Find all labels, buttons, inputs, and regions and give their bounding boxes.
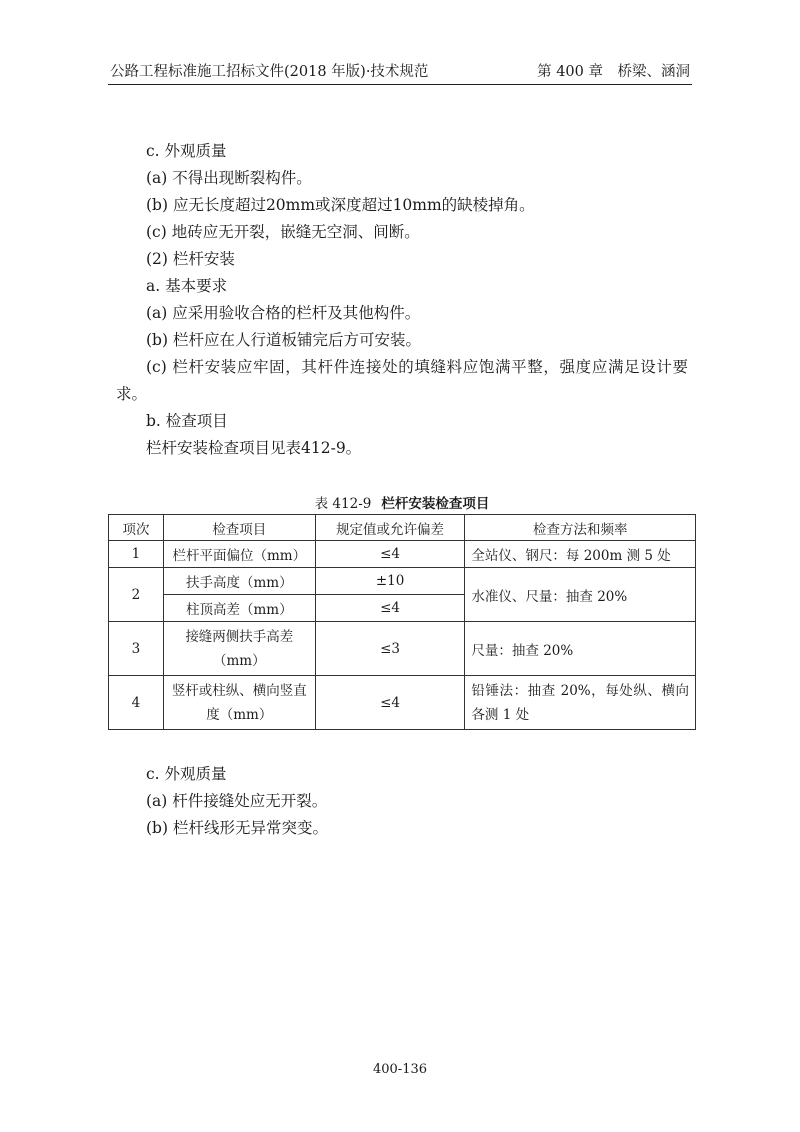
lower-text xyxy=(116,761,688,842)
table-caption-title: 栏杆安装检查项目 xyxy=(381,496,490,512)
cell-method: 尺量：抽查 20% xyxy=(465,622,696,676)
cell-no: 4 xyxy=(109,676,164,730)
text-paragraph: (c) 栏杆安装应牢固，其杆件连接处的填缝料应饱满平整，强度应满足设计要求。 xyxy=(116,358,688,403)
text-line: b. 检查项目 xyxy=(146,412,228,430)
header-doc-title: 公路工程标准施工招标文件(2018 年版)·技术规范 xyxy=(110,64,429,80)
text-line: (2) 栏杆安装 xyxy=(146,250,235,268)
text-line: (a) 不得出现断裂构件。 xyxy=(146,169,312,187)
text-line: (a) 应采用验收合格的栏杆及其他构件。 xyxy=(146,304,421,322)
cell-value: ≤4 xyxy=(315,676,465,730)
cell-no: 2 xyxy=(109,568,164,622)
text-line: (c) 地砖应无开裂，嵌缝无空洞、间断。 xyxy=(146,223,420,241)
cell-method: 水准仪、尺量：抽查 20% xyxy=(465,568,696,622)
cell-item: 柱顶高差（mm） xyxy=(163,595,315,622)
header-no: 项次 xyxy=(109,515,164,541)
cell-value: ≤4 xyxy=(315,595,465,622)
table-row xyxy=(109,568,696,595)
header-method: 检查方法和频率 xyxy=(465,515,696,541)
header-chapter: 第 400 章 桥梁、涵洞 xyxy=(537,64,690,80)
text-line: (b) 栏杆应在人行道板铺完后方可安装。 xyxy=(146,331,421,349)
text-line: c. 外观质量 xyxy=(146,142,227,160)
text-line: c. 外观质量 xyxy=(146,765,227,783)
page-header xyxy=(108,56,692,85)
cell-item: 栏杆平面偏位（mm） xyxy=(163,541,315,568)
header-value: 规定值或允许偏差 xyxy=(315,515,465,541)
table-row xyxy=(109,622,696,676)
cell-item: 竖杆或柱纵、横向竖直度（mm） xyxy=(163,676,315,730)
table-header-row xyxy=(109,515,696,541)
table-row xyxy=(109,676,696,730)
text-line: (b) 栏杆线形无异常突变。 xyxy=(146,819,328,837)
header-item: 检查项目 xyxy=(163,515,315,541)
text-line: a. 基本要求 xyxy=(146,277,228,295)
cell-item: 扶手高度（mm） xyxy=(163,568,315,595)
table-caption-number: 表 412-9 xyxy=(314,496,372,512)
cell-value: ≤3 xyxy=(315,622,465,676)
text-line: (b) 应无长度超过20mm或深度超过10mm的缺棱掉角。 xyxy=(146,196,535,214)
cell-item: 接缝两侧扶手高差（mm） xyxy=(163,622,315,676)
cell-method: 全站仪、钢尺：每 200m 测 5 处 xyxy=(465,541,696,568)
inspection-table xyxy=(108,514,696,730)
cell-no: 3 xyxy=(109,622,164,676)
body-text xyxy=(116,138,688,462)
cell-value: ≤4 xyxy=(315,541,465,568)
text-line: 栏杆安装检查项目见表412-9。 xyxy=(146,439,362,457)
text-line: (a) 杆件接缝处应无开裂。 xyxy=(146,792,328,810)
cell-method: 铅锤法：抽查 20%，每处纵、横向各测 1 处 xyxy=(465,676,696,730)
cell-no: 1 xyxy=(109,541,164,568)
page-number: 400-136 xyxy=(372,1062,428,1077)
table-row xyxy=(109,541,696,568)
cell-value: ±10 xyxy=(315,568,465,595)
table-caption xyxy=(108,492,696,512)
